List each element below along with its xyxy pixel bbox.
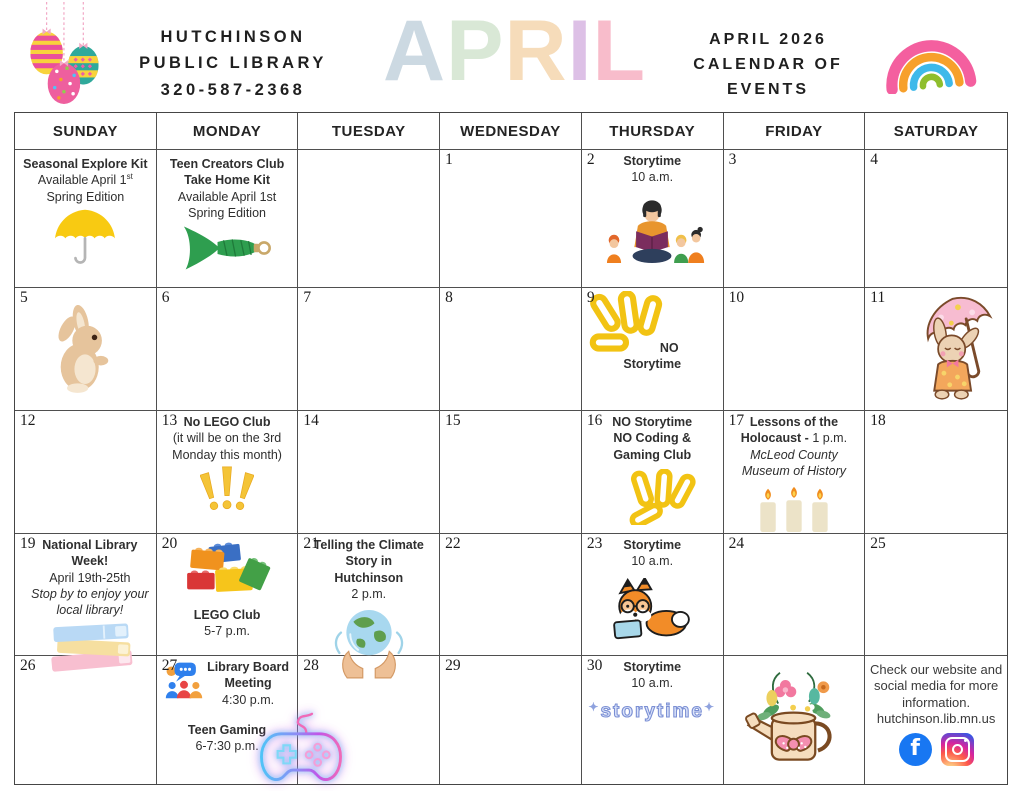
- cell-seasonal-explore-kit: [15, 150, 157, 288]
- storyteller-icon: [599, 194, 705, 272]
- exclamation-icon: [200, 465, 254, 521]
- date-number: 12: [20, 412, 36, 429]
- day-cell-13: [157, 411, 299, 534]
- date-number: 18: [870, 412, 886, 429]
- day-cell-9: [582, 288, 724, 411]
- umbrella-icon: [51, 207, 119, 267]
- event-detail: Available April 1st: [37, 172, 133, 188]
- event-time: 10 a.m.: [631, 554, 674, 569]
- day-header-friday: FRIDAY: [724, 113, 866, 150]
- event-detail: (it will be on the 3rd Monday this month): [172, 431, 282, 462]
- event-title: Teen Creators Club: [169, 157, 285, 171]
- events-title-line3: EVENTS: [726, 80, 809, 98]
- day-cell-11: [865, 288, 1007, 411]
- day-header-tuesday: TUESDAY: [298, 113, 440, 150]
- date-number: 1: [445, 151, 453, 168]
- mermaid-tail-icon: [177, 223, 277, 273]
- gamepad-neon-icon: [251, 712, 351, 790]
- day-header-thursday: THURSDAY: [582, 113, 724, 150]
- instagram-lens: [952, 744, 963, 755]
- instagram-dot: [964, 739, 967, 742]
- fox-reading-icon: [601, 578, 693, 642]
- cell-teen-creators-kit: [157, 150, 299, 288]
- facebook-icon[interactable]: f: [899, 733, 932, 766]
- date-number: 3: [728, 151, 737, 168]
- month-title: [383, 3, 647, 99]
- event-title: No LEGO Club: [183, 415, 271, 429]
- event-title: NO Storytime: [612, 415, 693, 429]
- day-cell-25: [865, 534, 1007, 656]
- cell-empty: [298, 150, 440, 288]
- event-title: Telling the Climate Story in Hutchinson: [313, 538, 424, 585]
- date-number: 25: [870, 535, 886, 552]
- library-phone: 320-587-2368: [160, 80, 306, 99]
- event-detail: Spring Edition: [46, 189, 125, 204]
- day-cell-1: [440, 150, 582, 288]
- month-letter: P: [446, 3, 505, 99]
- date-number: 21: [303, 535, 319, 552]
- date-number: 7: [303, 289, 312, 306]
- day-cell-5: [15, 288, 157, 411]
- event-title: Seasonal Explore Kit: [23, 157, 148, 171]
- date-number: 14: [303, 412, 319, 429]
- library-name-line1: HUTCHINSON: [160, 28, 306, 46]
- month-letter: R: [504, 3, 568, 99]
- day-cell-15: [440, 411, 582, 534]
- day-cell-12: [15, 411, 157, 534]
- website-info-text: Check our website and social media for more information.: [870, 662, 1003, 710]
- event-title: Take Home Kit: [184, 173, 271, 188]
- event-time: 6-7:30 p.m.: [195, 739, 259, 753]
- bunny-umbrella-icon: [911, 290, 1003, 406]
- date-number: 5: [20, 289, 28, 306]
- date-number: 10: [728, 289, 745, 306]
- day-cell-19: [15, 534, 157, 656]
- date-number: 20: [161, 535, 178, 552]
- candles-icon: [750, 483, 838, 533]
- events-title-line1: APRIL 2026: [709, 31, 827, 48]
- event-detail: Spring Edition: [188, 205, 266, 220]
- day-cell-3: [724, 150, 866, 288]
- lego-bricks-icon: [181, 538, 273, 604]
- event-title: National Library Week!: [42, 538, 138, 569]
- event-time: 4:30 p.m.: [222, 692, 275, 707]
- date-number: 30: [586, 657, 603, 674]
- day-cell-18: [865, 411, 1007, 534]
- day-cell-21: [298, 534, 440, 656]
- event-time: 10 a.m.: [631, 676, 674, 691]
- event-title: Storytime: [623, 357, 682, 372]
- month-letter: I: [567, 3, 593, 99]
- date-number: 16: [586, 412, 603, 429]
- date-number: 17: [728, 412, 745, 429]
- events-title: [666, 28, 870, 102]
- event-title: NO Coding & Gaming Club: [613, 431, 692, 462]
- event-title: Library Board Meeting: [207, 660, 290, 691]
- day-header-saturday: SATURDAY: [865, 113, 1007, 150]
- watering-can-flowers-icon: [742, 662, 846, 774]
- event-title: Storytime: [623, 538, 682, 552]
- date-number: 6: [161, 289, 170, 306]
- event-title: Teen Gaming: [187, 722, 267, 737]
- day-cell-22: [440, 534, 582, 656]
- event-title: NO: [659, 341, 679, 355]
- books-stack-icon: [38, 618, 142, 676]
- day-cell-20: [157, 534, 299, 656]
- day-cell-7: [298, 288, 440, 411]
- day-cell-23: [582, 534, 724, 656]
- event-detail: Stop by to enjoy your local library!: [31, 586, 149, 617]
- event-title: Storytime: [623, 154, 682, 168]
- event-detail: Available April 1st: [177, 189, 277, 204]
- day-header-monday: MONDAY: [157, 113, 299, 150]
- event-detail: April 19th-25th: [49, 570, 131, 585]
- rainbow-icon: [884, 24, 978, 94]
- date-number: 8: [445, 289, 453, 306]
- day-cell-29: [440, 656, 582, 784]
- date-number: 26: [20, 657, 36, 674]
- earth-hands-icon: [330, 604, 408, 680]
- day-cell-6: [157, 288, 299, 411]
- month-letter: L: [592, 3, 647, 99]
- date-number: 29: [445, 657, 461, 674]
- event-title: Storytime: [623, 660, 682, 674]
- day-cell-16: [582, 411, 724, 534]
- date-number: 11: [870, 289, 886, 306]
- day-cell-30: [582, 656, 724, 784]
- date-number: 22: [445, 535, 461, 552]
- month-letter: A: [383, 3, 447, 99]
- day-cell-14: [298, 411, 440, 534]
- event-time: 2 p.m.: [351, 586, 387, 601]
- calendar-grid: [14, 112, 1008, 785]
- paperclips-icon: [621, 469, 701, 525]
- day-cell-10: [724, 288, 866, 411]
- event-title: LEGO Club: [193, 608, 261, 622]
- event-title: Lessons of the Holocaust - 1 p.m.: [740, 415, 848, 446]
- bunny-icon: [48, 302, 122, 394]
- day-cell-27: [157, 656, 299, 784]
- cell-website-info: [865, 656, 1007, 784]
- event-time: 10 a.m.: [631, 170, 674, 185]
- date-number: 4: [870, 151, 879, 168]
- events-title-line2: CALENDAR OF: [693, 55, 843, 73]
- event-location: McLeod County Museum of History: [741, 447, 847, 478]
- date-number: 28: [303, 657, 319, 674]
- day-header-sunday: SUNDAY: [15, 113, 157, 150]
- cell-watering-can: [724, 656, 866, 784]
- date-number: 23: [586, 535, 603, 552]
- event-time: 5-7 p.m.: [204, 624, 250, 639]
- library-name-line2: PUBLIC LIBRARY: [139, 54, 327, 73]
- day-cell-2: [582, 150, 724, 288]
- date-number: 2: [586, 151, 595, 168]
- instagram-icon[interactable]: [941, 733, 974, 766]
- date-number: 24: [728, 535, 745, 552]
- day-cell-4: [865, 150, 1007, 288]
- storytime-wordart: ✦storytime✦: [588, 699, 717, 722]
- paperclips-icon: [586, 291, 666, 353]
- easter-eggs-icon: [16, 2, 118, 106]
- date-number: 19: [20, 535, 36, 552]
- date-number: 13: [161, 412, 178, 429]
- day-cell-17: [724, 411, 866, 534]
- date-number: 9: [586, 289, 595, 306]
- website-url: hutchinson.lib.mn.us: [876, 711, 996, 727]
- date-number: 15: [445, 412, 461, 429]
- date-number: 27: [161, 657, 178, 674]
- day-cell-24: [724, 534, 866, 656]
- day-header-wednesday: WEDNESDAY: [440, 113, 582, 150]
- day-cell-8: [440, 288, 582, 411]
- library-info: [126, 24, 340, 103]
